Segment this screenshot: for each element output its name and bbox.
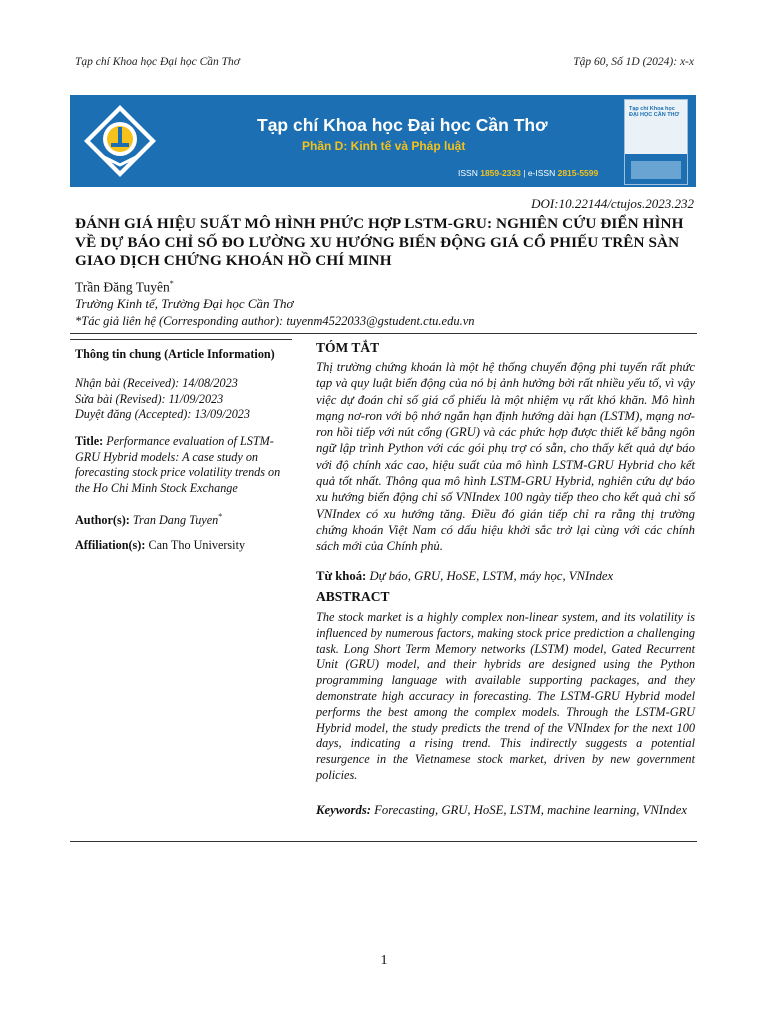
journal-banner <box>70 95 696 187</box>
divider-left-column <box>70 339 292 340</box>
english-title: Title: Performance evaluation of LSTM-GRU Hybrid models: A case study on forecasting stock price volatility trends on the Ho Chi Minh Stock Exchange <box>75 434 281 495</box>
article-info-heading: Thông tin chung (Article Information) <box>75 347 275 361</box>
date-received: Nhận bài (Received): 14/08/2023 <box>75 376 238 390</box>
banner-journal-title: Tạp chí Khoa học Đại học Cần Thơ <box>257 115 548 135</box>
running-header-left: Tạp chí Khoa học Đại học Cần Thơ <box>75 56 240 68</box>
cover-title: Tạp chí Khoa học ĐẠI HỌC CẦN THƠ <box>629 106 680 118</box>
running-header-right: Tập 60, Số 1D (2024): x-x <box>573 56 694 68</box>
article-dates <box>75 376 287 423</box>
banner-issn: ISSN 1859-2333 | e-ISSN 2815-5599 <box>458 168 599 178</box>
doi: DOI:10.22144/ctujos.2023.232 <box>531 196 694 211</box>
tom-tat-text: Thị trường chứng khoán là một hệ thống chuyển động phi tuyến rất phức tạp và quy luật biến động của nó bị ảnh hưởng bởi rất nhiều yếu tố, vì vậy việc dự đoán chỉ số giá cổ phiếu là một nhiệm vụ rất khó khăn. Mô hình mạng nơ-ron với bộ nhớ ngắn hạn định hướng dài hạn (LSTM), mạng nơ-ron hồi tiếp với nút cổng (GRU) và các phức hợp được thiết kế bằng ngôn ngữ lập trình Python với các gói phụ trợ có sẵn, cho thấy kết quả dự báo với độ chính xác cao, hiệu suất của mô hình LSTM-GRU Hybrid cho kết quả tốt nhất. Thông qua mô hình LSTM-GRU Hybrid, nghiên cứu dự báo xu hướng biến động chỉ số VNIndex 100 ngày tiếp theo cho kết quả chỉ số VNIndex có xu hướng tăng. Điều đó gián tiếp chỉ ra rằng thị trường chứng khoán Việt Nam có dấu hiệu khởi sắc trở lại cùng với các chính sách mới của Chính phủ. <box>316 360 695 554</box>
university-logo-icon <box>82 103 158 179</box>
tu-khoa: Từ khoá: Dự báo, GRU, HoSE, LSTM, máy học, VNIndex <box>316 569 614 583</box>
date-accepted: Duyệt đăng (Accepted): 13/09/2023 <box>75 407 250 421</box>
page-number: 1 <box>380 953 388 968</box>
english-affiliation: Affiliation(s): Can Tho University <box>75 538 246 552</box>
tom-tat-heading: TÓM TẮT <box>316 340 380 355</box>
divider-bottom <box>70 841 697 842</box>
abstract-text: The stock market is a highly complex non-linear system, and its volatility is influenced by numerous factors, making stock price prediction a challenging task. Long Short Term Memory networks (LSTM) model, Gated Recurrent Unit (GRU) model, and their hybrids are designed using the Python programming language with available supporting packages, and they demonstrate high accuracy in forecasting. The LSTM-GRU Hybrid model performs the best among the complex models. Through the LSTM-GRU Hybrid model, the study predicts the trend of the VNIndex for the next 100 days, indicating a rising trend. This indirectly suggests a potential resurgence in the Vietnamese stock market, driven by new government policies. <box>316 610 695 782</box>
divider-top <box>70 333 697 334</box>
author-affiliation: Trường Kinh tế, Trường Đại học Cần Thơ <box>75 296 294 311</box>
article-title: ĐÁNH GIÁ HIỆU SUẤT MÔ HÌNH PHỨC HỢP LSTM-GRU: NGHIÊN CỨU ĐIỂN HÌNH VỀ DỰ BÁO CHỈ SỐ ĐO LƯỜNG XU HƯỚNG BIẾN ĐỘNG GIÁ CỔ PHIẾU TRÊN SÀN GIAO DỊCH CHỨNG KHOÁN HỒ CHÍ MINH <box>75 215 684 269</box>
author-name: Trần Đăng Tuyên* <box>75 279 174 295</box>
corresponding-author: *Tác giả liên hệ (Corresponding author): tuyenm4522033@gstudent.ctu.edu.vn <box>75 314 475 328</box>
journal-cover-thumbnail <box>624 99 688 185</box>
date-revised: Sửa bài (Revised): 11/09/2023 <box>75 391 224 406</box>
banner-subtitle: Phần D: Kinh tế và Pháp luật <box>302 139 466 153</box>
keywords: Keywords: Forecasting, GRU, HoSE, LSTM, machine learning, VNIndex <box>316 803 687 817</box>
english-authors: Author(s): Tran Dang Tuyen* <box>75 512 223 528</box>
abstract-heading: ABSTRACT <box>316 589 390 604</box>
